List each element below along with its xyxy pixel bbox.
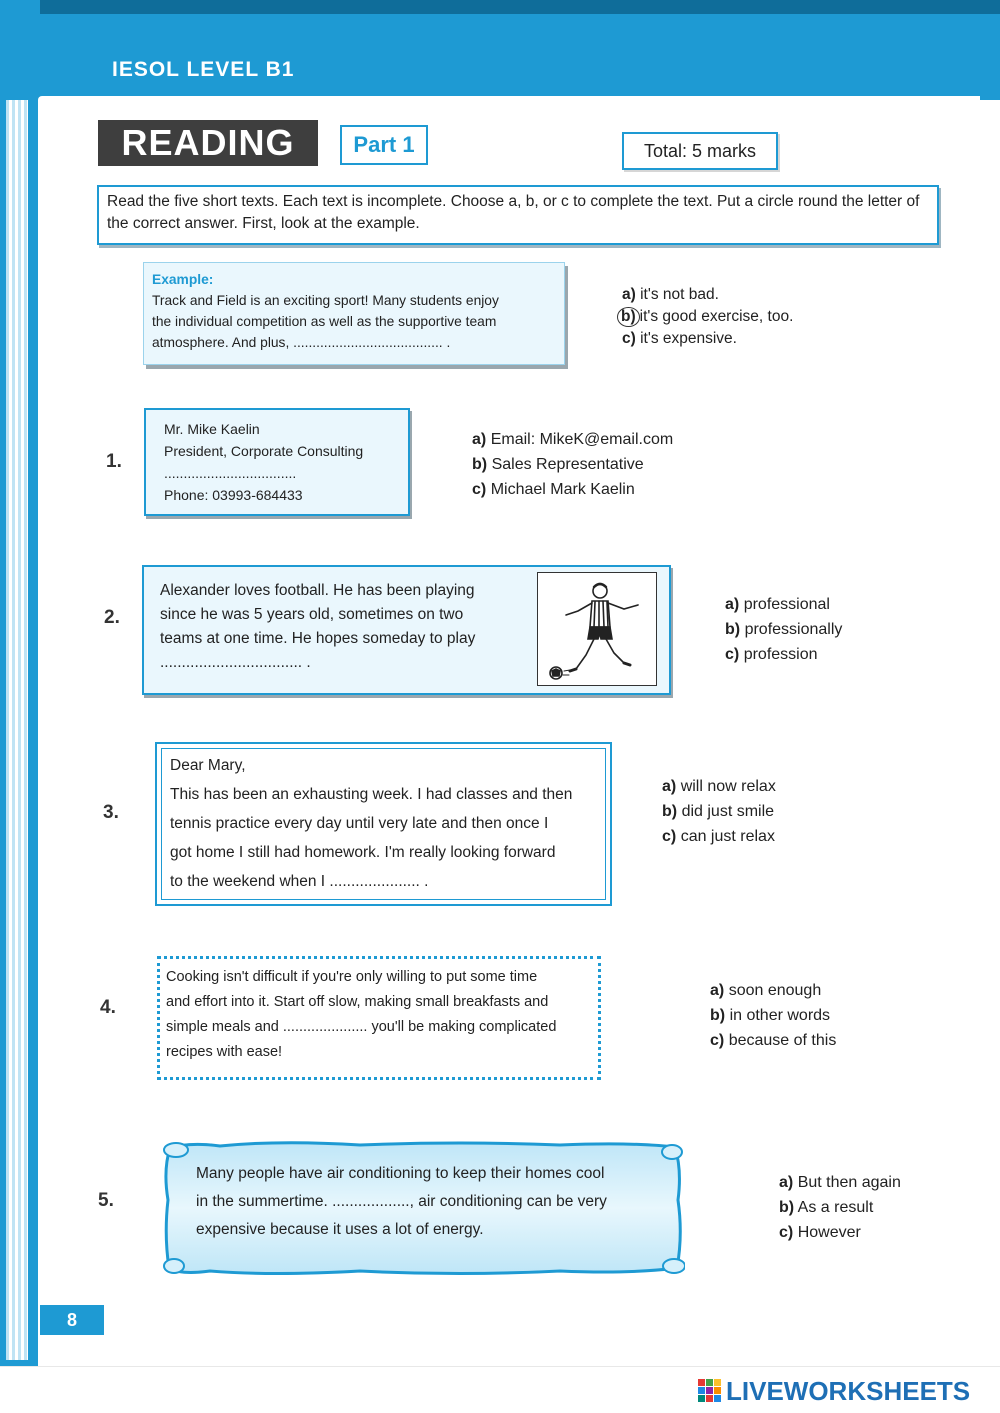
example-option-c: c) it's expensive. [622,330,737,347]
option-a[interactable]: a) will now relax [662,778,776,795]
part-label: Part 1 [340,125,428,165]
text-line: Dear Mary, [170,757,246,774]
question-number: 1. [106,451,122,472]
total-marks: Total: 5 marks [622,132,778,170]
text-line: Phone: 03993-684433 [164,487,303,503]
question-number: 2. [104,607,120,628]
example-label: Example: [152,272,214,287]
option-a[interactable]: a) professional [725,596,830,613]
question-1-options [472,427,673,502]
question-5-options [779,1170,901,1245]
option-a[interactable]: a) soon enough [710,982,822,999]
option-b[interactable]: b) professionally [725,621,843,638]
page-number: 8 [40,1305,104,1335]
instructions: Read the five short texts. Each text is incomplete. Choose a, b, or c to complete the text. Put a circle round the letter of the correct answer. First, look at the example. [97,185,939,245]
watermark [698,1376,970,1406]
example-line: atmosphere. And plus, ....................................... . [152,335,451,350]
example-option-a: a) it's not bad. [622,286,719,303]
text-line: Cooking isn't difficult if you're only willing to put some time [166,969,538,985]
level-title: IESOL LEVEL B1 [112,58,295,81]
liveworksheets-logo-icon [698,1379,722,1403]
question-5-text-box [160,1140,685,1278]
option-a[interactable]: a) Email: MikeK@email.com [472,431,674,448]
text-line: expensive because it uses a lot of energy. [196,1221,484,1238]
text-line: Mr. Mike Kaelin [164,421,260,437]
text-line: got home I still had homework. I'm really looking forward [170,844,556,861]
watermark-text: LIVEWORKSHEETS [726,1375,971,1406]
example-options [622,284,793,350]
page-edge-stripes [0,0,40,1413]
option-b[interactable]: b) Sales Representative [472,456,644,473]
text-line: ................................. . [160,654,311,671]
option-a[interactable]: a) But then again [779,1174,901,1191]
text-line: in the summertime. .................., air conditioning can be very [196,1193,607,1210]
option-c[interactable]: c) profession [725,646,818,663]
text-line: and effort into it. Start off slow, making small breakfasts and [166,994,549,1010]
question-5-text [196,1160,656,1244]
question-2-options [725,592,842,667]
text-line: teams at one time. He hopes someday to play [160,630,476,647]
question-3-options [662,774,776,849]
section-title: READING [98,120,318,166]
question-number: 5. [98,1190,114,1211]
example-text-box [143,262,565,365]
text-line: simple meals and ..................... you'll be making complicated [166,1019,557,1035]
option-b[interactable]: b) As a result [779,1199,874,1216]
example-line: Track and Field is an exciting sport! Many students enjoy [152,293,499,308]
question-4-text-box [157,956,601,1080]
text-line: Many people have air conditioning to keep their homes cool [196,1165,605,1182]
text-line: President, Corporate Consulting [164,443,364,459]
question-4-options [710,978,836,1053]
question-number: 4. [100,997,116,1018]
question-1-text-box [144,408,410,516]
option-c[interactable]: c) because of this [710,1032,837,1049]
example-option-b: b) it's good exercise, too. [622,306,793,328]
football-player-illustration [537,572,657,686]
question-2-text-box [142,565,671,695]
option-c[interactable]: c) Michael Mark Kaelin [472,481,635,498]
text-line: Alexander loves football. He has been playing [160,582,475,599]
text-line: to the weekend when I ..................... . [170,873,429,890]
example-line: the individual competition as well as the supportive team [152,314,497,329]
option-c[interactable]: c) can just relax [662,828,775,845]
header-band [0,0,1000,100]
text-line: since he was 5 years old, sometimes on two [160,606,464,623]
question-number: 3. [103,802,119,823]
text-line: This has been an exhausting week. I had classes and then [170,786,573,803]
option-b[interactable]: b) in other words [710,1007,831,1024]
question-2-text [160,579,520,675]
circled-answer: b) [617,307,640,327]
question-3-text-box [155,742,612,906]
text-line: tennis practice every day until very late and then once I [170,815,549,832]
text-line: recipes with ease! [166,1044,283,1060]
option-b[interactable]: b) did just smile [662,803,775,820]
letter-frame [161,748,606,900]
option-c[interactable]: c) However [779,1224,861,1241]
text-line: .................................. [164,465,297,481]
